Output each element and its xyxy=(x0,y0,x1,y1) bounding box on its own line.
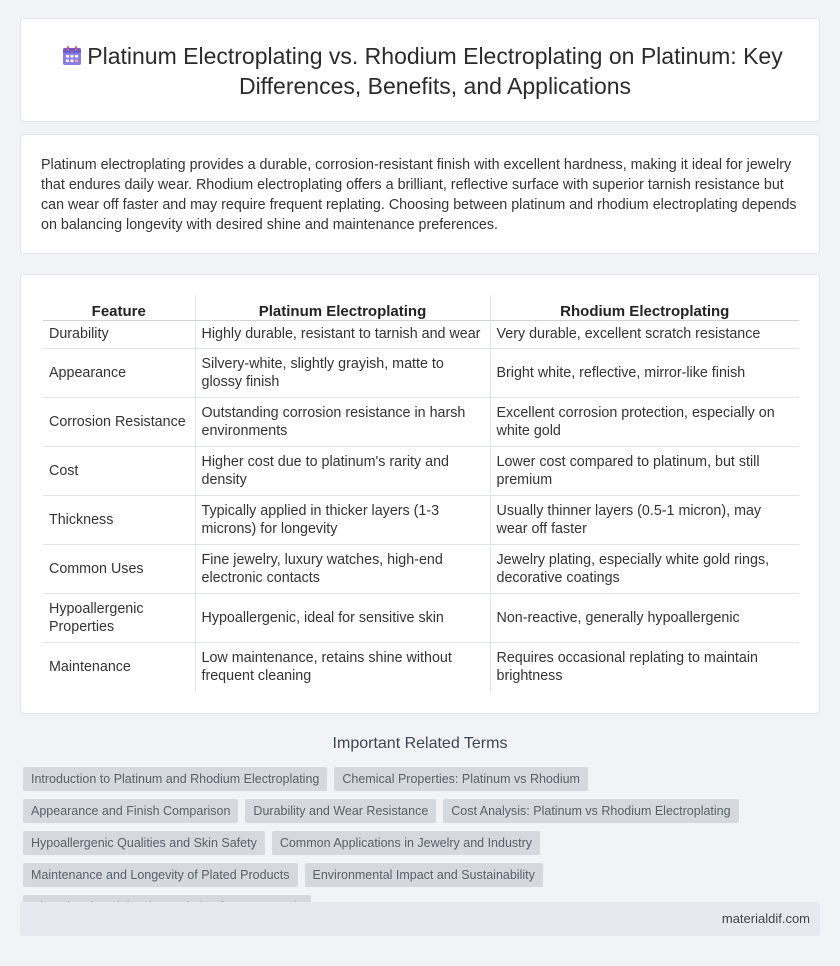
rhodium-cell: Requires occasional replating to maintain brightness xyxy=(496,649,758,684)
related-term-tag[interactable]: Chemical Properties: Platinum vs Rhodium xyxy=(334,767,588,791)
rhodium-cell: Usually thinner layers (0.5-1 micron), may wear off faster xyxy=(490,495,799,544)
table-row xyxy=(43,397,799,446)
related-term-tag[interactable]: Maintenance and Longevity of Plated Products xyxy=(23,863,298,887)
page-title: Platinum Electroplating vs. Rhodium Electroplating on Platinum: Key Differences, Benefits, and Applications xyxy=(87,43,783,99)
feature-cell: Corrosion Resistance xyxy=(43,397,195,446)
table-row xyxy=(43,348,799,397)
related-term-tag[interactable]: Appearance and Finish Comparison xyxy=(23,799,238,823)
platinum-cell: Fine jewelry, luxury watches, high-end electronic contacts xyxy=(195,544,490,593)
platinum-cell: Outstanding corrosion resistance in harsh environments xyxy=(195,397,490,446)
footer xyxy=(20,902,820,936)
rhodium-cell: Non-reactive, generally hypoallergenic xyxy=(490,593,799,642)
rhodium-cell: Lower cost compared to platinum, but still premium xyxy=(490,446,799,495)
title-card xyxy=(20,18,820,122)
site-name[interactable]: materialdif.com xyxy=(721,911,810,926)
related-term-tag[interactable]: Cost Analysis: Platinum vs Rhodium Electroplating xyxy=(443,799,738,823)
table-row xyxy=(43,642,799,691)
summary-paragraph: Platinum electroplating provides a durable, corrosion-resistant finish with excellent hardness, making it ideal for jewelry that endures daily wear. Rhodium electroplating offers a brilliant, reflective surface with superior tarnish resistance but can wear off faster and may require frequent replating. Choosing between platinum and rhodium electroplating depends on balancing longevity with desired shine and maintenance preferences. xyxy=(41,157,797,233)
feature-cell: Cost xyxy=(43,446,195,495)
table-row xyxy=(43,320,799,348)
feature-cell: Common Uses xyxy=(43,544,195,593)
column-header-platinum: Platinum Electroplating xyxy=(195,295,490,320)
platinum-cell: Highly durable, resistant to tarnish and wear xyxy=(195,320,490,348)
table-row xyxy=(43,544,799,593)
platinum-cell: Hypoallergenic, ideal for sensitive skin xyxy=(195,593,490,642)
table-row xyxy=(43,446,799,495)
feature-cell: Durability xyxy=(43,320,195,348)
platinum-cell: Higher cost due to platinum's rarity and density xyxy=(195,446,490,495)
table-row xyxy=(43,495,799,544)
table-row xyxy=(43,593,799,642)
related-term-tag[interactable]: Environmental Impact and Sustainability xyxy=(305,863,543,887)
rhodium-cell: Bright white, reflective, mirror-like finish xyxy=(490,348,799,397)
comparison-table-card xyxy=(20,274,820,714)
feature-cell: Thickness xyxy=(43,495,195,544)
related-term-tag[interactable]: Introduction to Platinum and Rhodium Electroplating xyxy=(23,767,327,791)
rhodium-cell: Jewelry plating, especially white gold rings, decorative coatings xyxy=(490,544,799,593)
feature-cell: Hypoallergenic Properties xyxy=(43,593,195,642)
table-header-row xyxy=(43,295,799,320)
related-term-tag[interactable]: Hypoallergenic Qualities and Skin Safety xyxy=(23,831,265,855)
comparison-table xyxy=(43,295,799,691)
column-header-rhodium: Rhodium Electroplating xyxy=(490,295,799,320)
summary-card xyxy=(20,134,820,254)
related-terms-heading: Important Related Terms xyxy=(332,735,508,752)
platinum-cell: Silvery-white, slightly grayish, matte to glossy finish xyxy=(195,348,490,397)
rhodium-cell: Very durable, excellent scratch resistance xyxy=(490,320,799,348)
related-term-tag[interactable]: Common Applications in Jewelry and Industry xyxy=(272,831,540,855)
column-header-feature: Feature xyxy=(43,295,195,320)
rhodium-cell: Excellent corrosion protection, especially on white gold xyxy=(490,397,799,446)
related-term-tag[interactable]: Durability and Wear Resistance xyxy=(245,799,436,823)
platinum-cell: Low maintenance, retains shine without frequent cleaning xyxy=(195,642,490,691)
feature-cell: Maintenance xyxy=(43,642,195,691)
feature-cell: Appearance xyxy=(43,348,195,397)
platinum-cell: Typically applied in thicker layers (1-3 microns) for longevity xyxy=(195,495,490,544)
